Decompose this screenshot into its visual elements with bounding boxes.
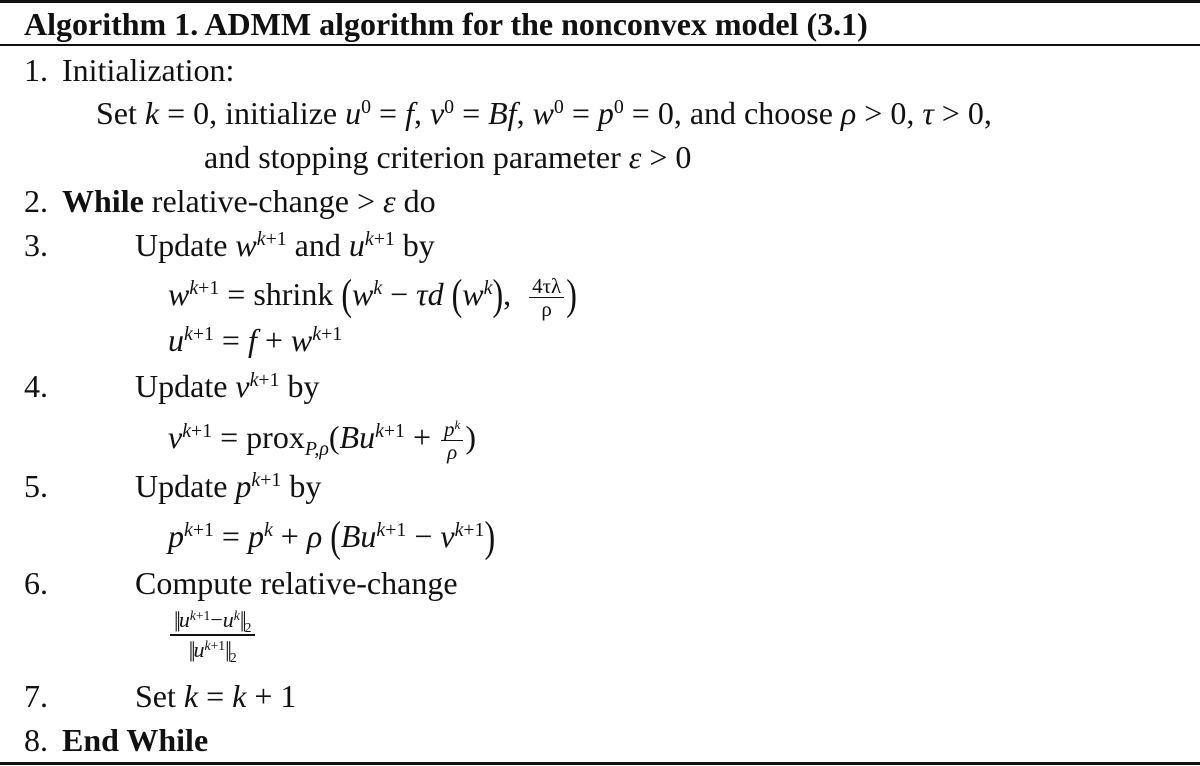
step-number: 7. xyxy=(24,678,48,714)
while-statement: While relative-change > ε do xyxy=(62,183,436,219)
step-number: 3. xyxy=(24,227,48,263)
step-number: 5. xyxy=(24,468,48,504)
end-while: End While xyxy=(62,722,209,758)
step-number: 4. xyxy=(24,368,48,404)
init-formula: Set k = 0, initialize $u^0 = f$, $v^0 = Bf$, $w^0 = p^0 = 0$, and choose ρ > 0, τ > 0, xyxy=(96,95,992,131)
update-v-text: Update $v^{k+1}$ by xyxy=(135,368,320,404)
update-w-u-text: Update $w^{k+1}$ and $u^{k+1}$ by xyxy=(135,227,435,263)
step-label: Initialization: xyxy=(62,52,235,88)
step-number: 6. xyxy=(24,565,48,601)
step-number: 1. xyxy=(24,52,48,88)
algorithm-title-text: Algorithm 1. ADMM algorithm for the nonconvex model (3.1) xyxy=(24,6,868,42)
update-p-text: Update $p^{k+1}$ by xyxy=(135,468,322,504)
step-number: 2. xyxy=(24,183,48,219)
step-number: 8. xyxy=(24,722,48,758)
stopping-criterion-text: and stopping criterion parameter ε > 0 xyxy=(204,139,692,175)
increment-k: Set k = k + 1 xyxy=(135,678,297,714)
compute-text: Compute relative-change xyxy=(135,565,458,601)
relative-change-fraction: $||u^{k+1}-u^k||_2$ $||u^{k+1}||_2$ xyxy=(170,608,255,662)
bottom-rule xyxy=(0,762,1200,765)
